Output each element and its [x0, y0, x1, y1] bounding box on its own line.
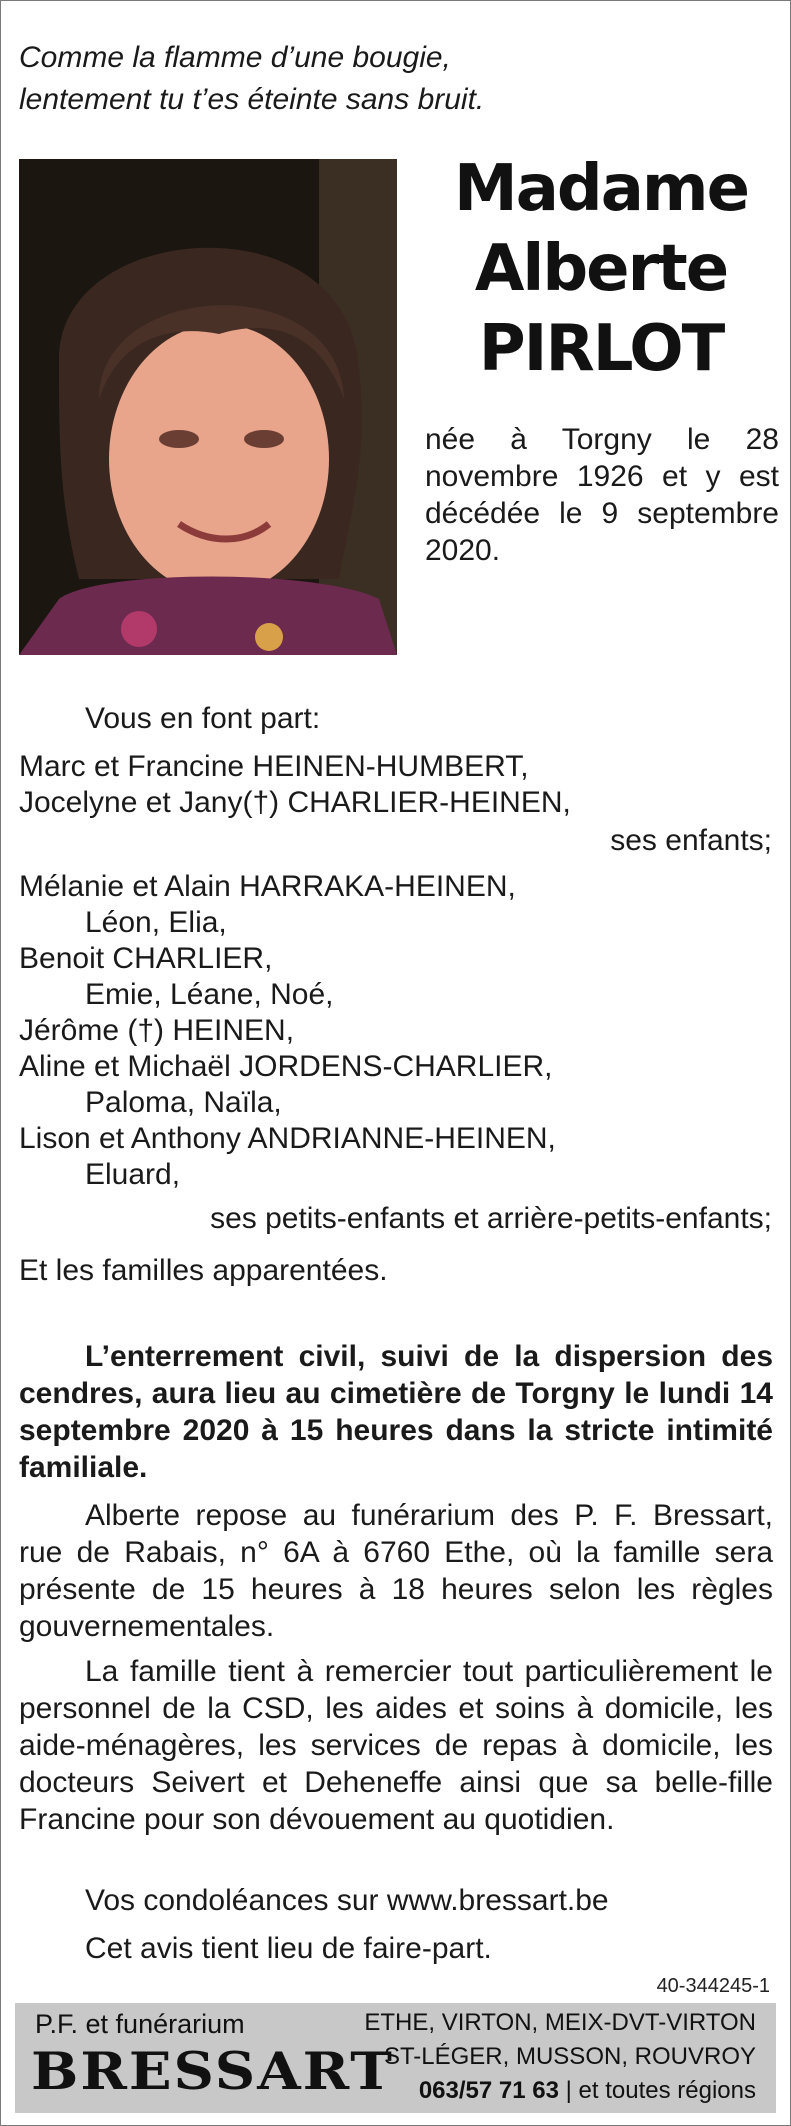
portrait-photo	[19, 159, 397, 655]
funeral-home-banner	[15, 2003, 776, 2113]
list-item: Paloma, Naïla,	[85, 1086, 282, 1119]
banner-subtitle: P.F. et funérarium	[35, 2009, 245, 2039]
portrait-icon	[19, 159, 397, 655]
thanks-text: La famille tient à remercier tout particulièrement le personnel de la CSD, les aides et soins à domicile, les aide-ménagères, les services de repas à domicile, les docteurs Seivert et Deheneffe ainsi que sa belle-fille Francine pour son dévouement au quotidien.	[19, 1655, 773, 1836]
name-first: Alberte	[474, 232, 728, 306]
poem	[19, 37, 484, 121]
notice-text: Cet avis tient lieu de faire-part.	[85, 1932, 492, 1965]
name-title: Madame	[454, 152, 748, 226]
banner-towns-line2: ST-LÉGER, MUSSON, ROUVROY	[383, 2043, 756, 2070]
bressart-logo: BRESSART	[31, 2041, 394, 2102]
regions-text: et toutes régions	[578, 2077, 756, 2104]
banner-contact	[419, 2077, 756, 2105]
poem-line: lentement tu t’es éteinte sans bruit.	[19, 83, 485, 116]
phone-number: 063/57 71 63	[418, 2077, 559, 2104]
banner-towns-line1: ETHE, VIRTON, MEIX-DVT-VIRTON	[364, 2009, 756, 2036]
list-item: Marc et Francine HEINEN-HUMBERT,	[19, 750, 529, 783]
name-last: PIRLOT	[478, 312, 724, 386]
list-item: Mélanie et Alain HARRAKA-HEINEN,	[19, 870, 516, 903]
announce-intro: Vous en font part:	[85, 702, 321, 735]
list-item: Emie, Léane, Noé,	[85, 978, 334, 1011]
burial-text: L’enterrement civil, suivi de la dispersion des cendres, aura lieu au cimetière de Torgny le lundi 14 septembre 2020 à 15 heures dans la stricte intimité familiale.	[19, 1340, 773, 1484]
list-item: Lison et Anthony ANDRIANNE-HEINEN,	[19, 1122, 556, 1155]
list-item: Benoit CHARLIER,	[19, 942, 273, 975]
separator: |	[558, 2077, 579, 2104]
condolences-text: Vos condoléances sur www.bressart.be	[85, 1884, 609, 1917]
list-item: Aline et Michaël JORDENS-CHARLIER,	[19, 1050, 553, 1083]
list-item: Jocelyne et Jany(†) CHARLIER-HEINEN,	[19, 786, 571, 819]
children-label: ses enfants;	[610, 824, 772, 857]
families-text: Et les familles apparentées.	[19, 1254, 388, 1287]
poem-line: Comme la flamme d’une bougie,	[19, 41, 451, 74]
reference-number: 40-344245-1	[656, 1975, 770, 1997]
birth-death-text: née à Torgny le 28 novembre 1926 et y est décédée le 9 septembre 2020.	[425, 423, 779, 567]
grandchildren-label: ses petits-enfants et arrière-petits-enfants;	[210, 1202, 772, 1235]
funeral-home-text: Alberte repose au funérarium des P. F. Bressart, rue de Rabais, n° 6A à 6760 Ethe, où la famille sera présente de 15 heures à 18 heures selon les règles gouvernementales.	[19, 1499, 773, 1643]
list-item: Léon, Elia,	[85, 906, 227, 939]
list-item: Jérôme (†) HEINEN,	[19, 1014, 295, 1047]
list-item: Eluard,	[85, 1158, 181, 1191]
